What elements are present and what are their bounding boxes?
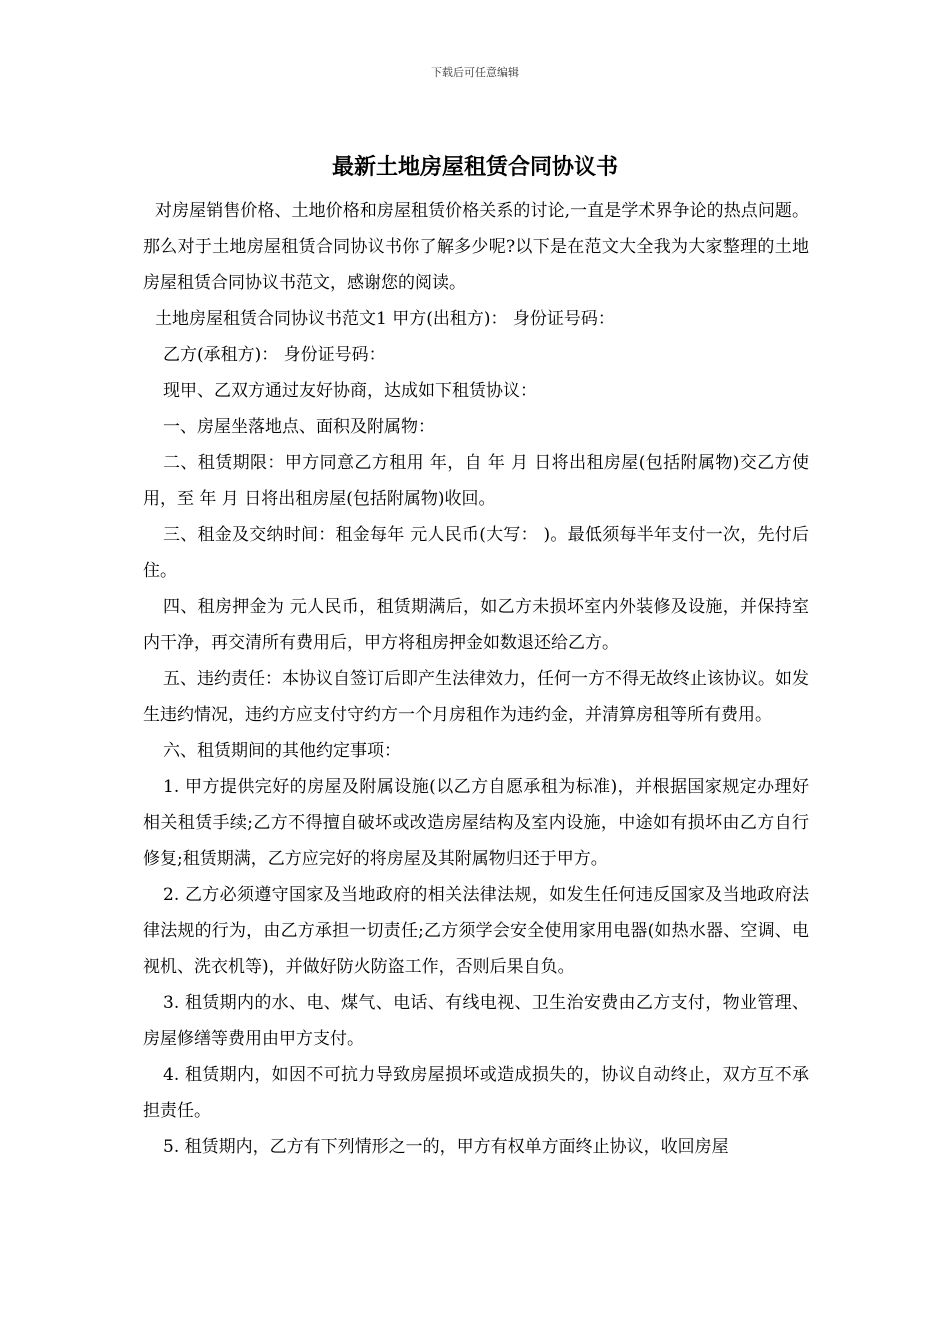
paragraph-clause-5: 五、违约责任：本协议自签订后即产生法律效力，任何一方不得无故终止该协议。如发生违约情况，违约方应支付守约方一个月房租作为违约金，并清算房租等所有费用。 xyxy=(143,669,809,725)
document-title: 最新土地房屋租赁合同协议书 xyxy=(331,154,618,180)
paragraph-clause-1: 一、房屋坐落地点、面积及附属物： xyxy=(163,417,435,437)
paragraph-item-2: 2. 乙方必须遵守国家及当地政府的相关法律法规，如发生任何违反国家及当地政府法律法规的行为，由乙方承担一切责任;乙方须学会安全使用家用电器(如热水器、空调、电视机、洗衣机等)，并做好防火防盗工作，否则后果自负。 xyxy=(143,885,809,977)
paragraph-item-4: 4. 租赁期内，如因不可抗力导致房屋损坏或造成损失的，协议自动终止，双方互不承担责任。 xyxy=(143,1065,809,1121)
paragraph-party-b: 乙方(承租方)： 身份证号码： xyxy=(163,345,386,365)
paragraph-clause-2: 二、租赁期限：甲方同意乙方租用 年，自 年 月 日将出租房屋(包括附属物)交乙方使用，至 年 月 日将出租房屋(包括附属物)收回。 xyxy=(143,453,809,509)
paragraph-item-3: 3. 租赁期内的水、电、煤气、电话、有线电视、卫生治安费由乙方支付，物业管理、房屋修缮等费用由甲方支付。 xyxy=(143,993,809,1049)
paragraph-clause-6: 六、租赁期间的其他约定事项： xyxy=(163,741,401,761)
paragraph-party-a: 土地房屋租赁合同协议书范文1 甲方(出租方)： 身份证号码： xyxy=(155,309,615,329)
paragraph-item-1: 1. 甲方提供完好的房屋及附属设施(以乙方自愿承租为标准)，并根据国家规定办理好相关租赁手续;乙方不得擅自破坏或改造房屋结构及室内设施，中途如有损坏由乙方自行修复;租赁期满，乙方应完好的将房屋及其附属物归还于甲方。 xyxy=(143,777,809,869)
document-body xyxy=(143,193,809,1165)
page-header-note: 下载后可任意编辑 xyxy=(431,66,519,79)
paragraph-agreement: 现甲、乙双方通过友好协商，达成如下租赁协议： xyxy=(163,381,537,401)
paragraph-clause-3: 三、租金及交纳时间：租金每年 元人民币(大写： )。最低须每半年支付一次，先付后住。 xyxy=(143,525,809,581)
paragraph-clause-4: 四、租房押金为 元人民币，租赁期满后，如乙方未损坏室内外装修及设施，并保持室内干净，再交清所有费用后，甲方将租房押金如数退还给乙方。 xyxy=(143,597,809,653)
paragraph-item-5: 5. 租赁期内，乙方有下列情形之一的，甲方有权单方面终止协议，收回房屋 xyxy=(163,1137,729,1157)
paragraph-intro: 对房屋销售价格、土地价格和房屋租赁价格关系的讨论,一直是学术界争论的热点问题。那么对于土地房屋租赁合同协议书你了解多少呢?以下是在范文大全我为大家整理的土地房屋租赁合同协议书范文，感谢您的阅读。 xyxy=(143,201,809,293)
